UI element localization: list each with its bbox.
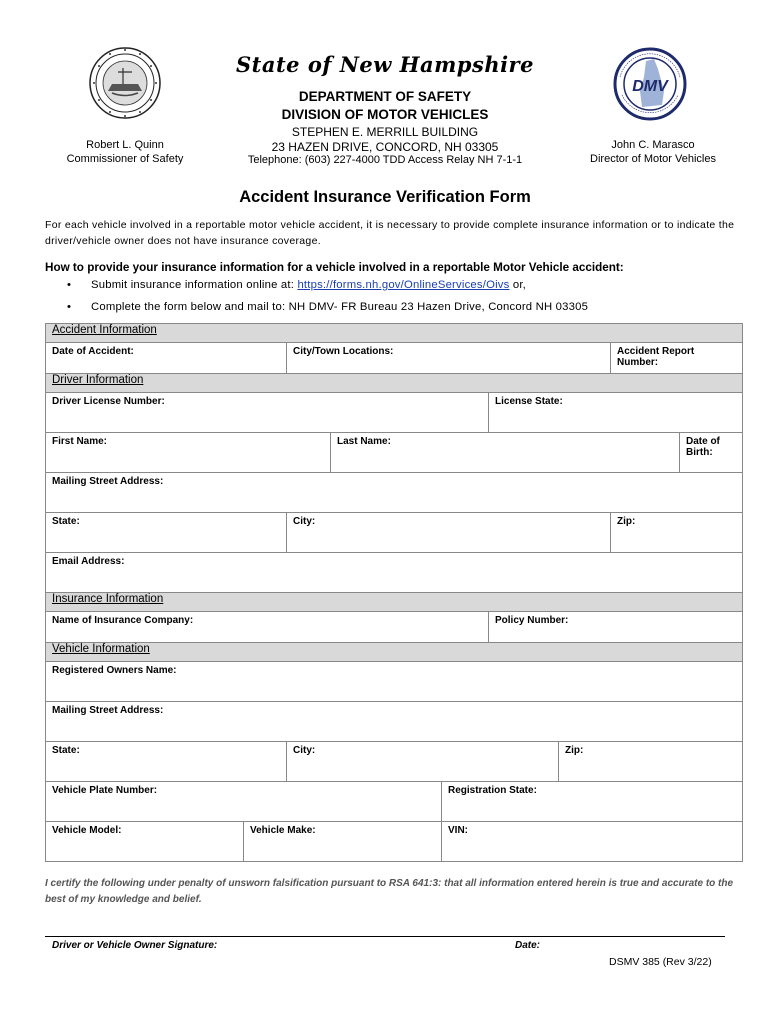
commissioner-title: Commissioner of Safety [66,153,184,165]
certification-statement: I certify the following under penalty of unsworn falsification pursuant to RSA 641:3: that all information entered herein is true and accurate to the best of my knowledge and belief. [45,878,734,905]
director-title: Director of Motor Vehicles [590,153,716,165]
vehicle-zip-field[interactable]: Zip: [559,742,743,782]
vehicle-mailing-address-field[interactable]: Mailing Street Address: [46,702,743,742]
license-state-field[interactable]: License State: [489,393,743,433]
vehicle-make-field[interactable]: Vehicle Make: [244,822,442,862]
state-title: State of New Hampshire [236,52,534,77]
vehicle-model-field[interactable]: Vehicle Model: [46,822,244,862]
building-name: STEPHEN E. MERRILL BUILDING [291,125,479,139]
vehicle-plate-number-field[interactable]: Vehicle Plate Number: [46,782,442,822]
bullet-dot-icon: • [67,279,72,291]
telephone-line: Telephone: (603) 227-4000 TDD Access Relay NH 7-1-1 [247,154,523,166]
online-services-link[interactable]: https://forms.nh.gov/OnlineServices/Oivs [297,279,510,291]
driver-zip-field[interactable]: Zip: [611,513,743,553]
insurance-company-field[interactable]: Name of Insurance Company: [46,612,489,643]
commissioner-name: Robert L. Quinn [86,139,164,151]
director-block [578,138,728,166]
vin-field[interactable]: VIN: [442,822,743,862]
commissioner-block [50,138,200,166]
first-name-field[interactable]: First Name: [46,433,331,473]
email-address-field[interactable]: Email Address: [46,553,743,593]
director-name: John C. Marasco [611,139,695,151]
date-of-accident-field[interactable]: Date of Accident: [46,343,287,374]
signature-line[interactable] [45,936,725,937]
policy-number-field[interactable]: Policy Number: [489,612,743,643]
form-number: DSMV 385 (Rev 3/22) [609,956,712,968]
bullet-dot-icon: • [67,301,72,313]
verification-form-table [45,323,743,862]
driver-mailing-address-field[interactable]: Mailing Street Address: [46,473,743,513]
driver-city-field[interactable]: City: [287,513,611,553]
how-to-heading: How to provide your insurance information for a vehicle involved in a reportable Motor Vehicle accident: [45,261,624,274]
section-insurance-information: Insurance Information [46,593,743,612]
form-title: Accident Insurance Verification Form [239,188,531,206]
vehicle-state-field[interactable]: State: [46,742,287,782]
section-accident-information: Accident Information [46,324,743,343]
driver-license-number-field[interactable]: Driver License Number: [46,393,489,433]
division-title: DIVISION OF MOTOR VEHICLES [281,107,489,122]
section-driver-information: Driver Information [46,374,743,393]
registered-owners-name-field[interactable]: Registered Owners Name: [46,662,743,702]
city-town-locations-field[interactable]: City/Town Locations: [287,343,611,374]
vehicle-city-field[interactable]: City: [287,742,559,782]
accident-report-number-field[interactable]: Accident Report Number: [611,343,743,374]
svg-text:DMV: DMV [632,78,668,95]
section-vehicle-information: Vehicle Information [46,643,743,662]
last-name-field[interactable]: Last Name: [331,433,680,473]
date-of-birth-field[interactable]: Date of Birth: [680,433,743,473]
signature-label: Driver or Vehicle Owner Signature: [52,940,218,951]
registration-state-field[interactable]: Registration State: [442,782,743,822]
date-label: Date: [515,940,541,951]
street-address: 23 HAZEN DRIVE, CONCORD, NH 03305 [271,140,499,154]
driver-state-field[interactable]: State: [46,513,287,553]
department-title: DEPARTMENT OF SAFETY [298,89,472,104]
intro-text: For each vehicle involved in a reportable motor vehicle accident, it is necessary to provide complete insurance information or to indicate the driver/vehicle owner does not have insurance coverage. [45,219,735,247]
